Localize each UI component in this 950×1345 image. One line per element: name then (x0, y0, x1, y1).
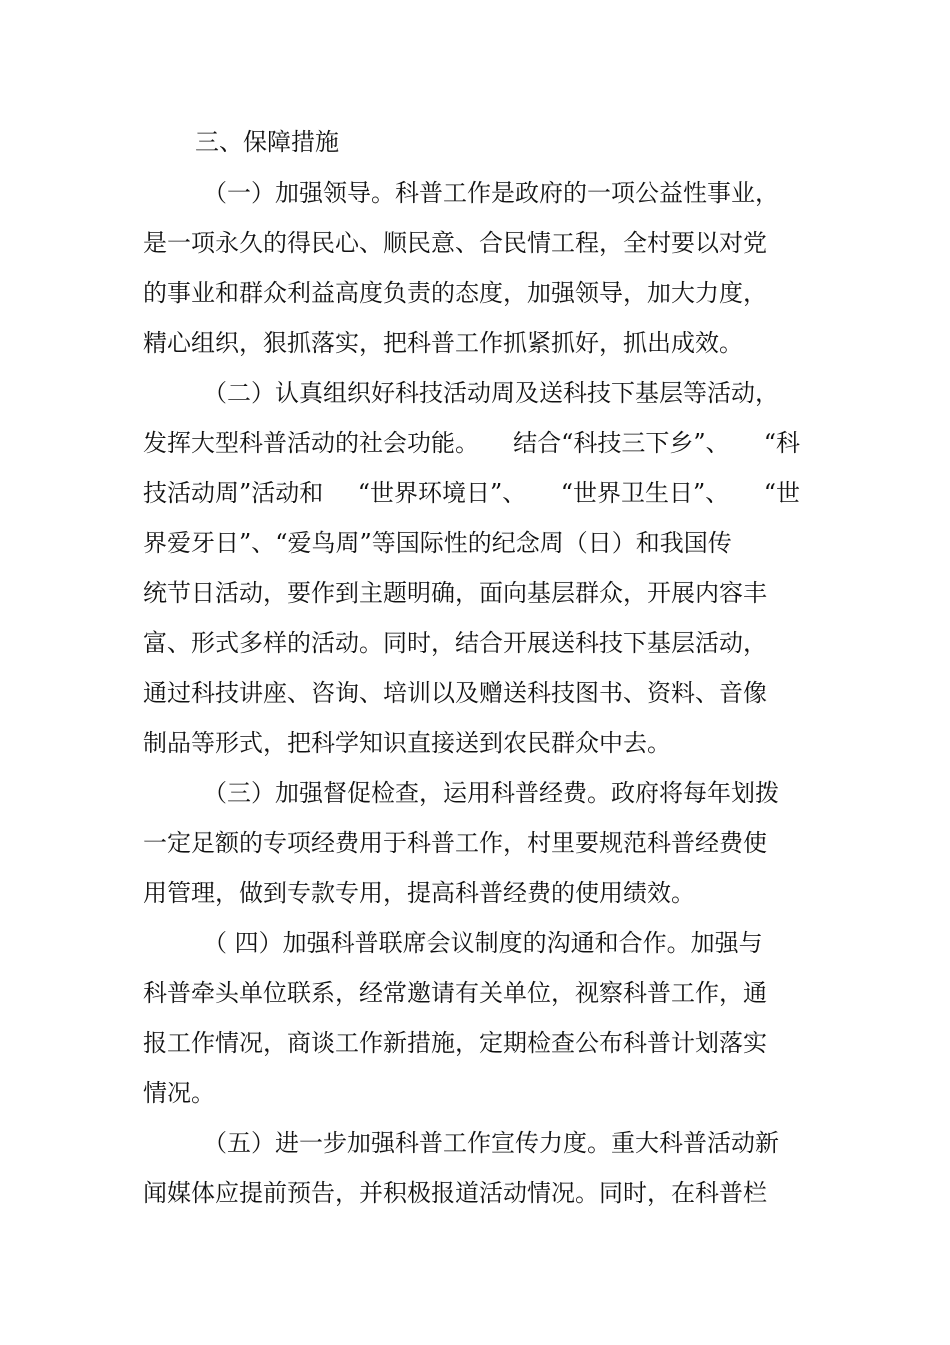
para2-line: 界爱牙日”、“爱鸟周”等国际性的纪念周（日）和我国传 (143, 529, 732, 557)
para1-line: 的事业和群众利益高度负责的态度，加强领导，加大力度， (143, 279, 767, 307)
section-heading: 三、保障措施 (195, 128, 339, 156)
para2-line3-part: 技活动周”活动和 (143, 479, 324, 507)
para5-line: （五）进一步加强科普工作宣传力度。重大科普活动新 (203, 1129, 779, 1157)
para2-line3-part: “世界卫生日”、 (560, 479, 730, 507)
para2-line-spread (143, 428, 800, 458)
para2-line: 通过科技讲座、咨询、培训以及赠送科技图书、资料、音像 (143, 679, 767, 707)
para5-line: 闻媒体应提前预告，并积极报道活动情况。同时，在科普栏 (143, 1179, 767, 1207)
para2-line2-part: “科 (763, 429, 800, 457)
para2-line3-part: “世 (763, 479, 800, 507)
para4-line: 报工作情况，商谈工作新措施，定期检查公布科普计划落实 (143, 1029, 767, 1057)
para1-line: （一）加强领导。科普工作是政府的一项公益性事业， (203, 179, 779, 207)
para1-line: 精心组织，狠抓落实，把科普工作抓紧抓好，抓出成效。 (143, 329, 743, 357)
para1-line: 是一项永久的得民心、顺民意、合民情工程，全村要以对党 (143, 229, 767, 257)
para3-line: （三）加强督促检查，运用科普经费。政府将每年划拨 (203, 779, 779, 807)
para2-line3-part: “世界环境日”、 (357, 479, 527, 507)
para4-line: 科普牵头单位联系，经常邀请有关单位，视察科普工作，通 (143, 979, 767, 1007)
para2-line: 富、形式多样的活动。同时，结合开展送科技下基层活动， (143, 629, 767, 657)
para2-line2-part: 发挥大型科普活动的社会功能。 (143, 429, 479, 457)
para2-line: 统节日活动，要作到主题明确，面向基层群众，开展内容丰 (143, 579, 767, 607)
para2-line: 制品等形式，把科学知识直接送到农民群众中去。 (143, 729, 671, 757)
para2-line: （二）认真组织好科技活动周及送科技下基层等活动， (203, 379, 779, 407)
para2-line2-part: 结合“科技三下乡”、 (513, 429, 730, 457)
para4-line: 情况。 (143, 1079, 215, 1107)
para4-line: （ 四）加强科普联席会议制度的沟通和合作。加强与 (203, 929, 763, 957)
para3-line: 用管理，做到专款专用，提高科普经费的使用绩效。 (143, 879, 695, 907)
para2-line-spread (143, 478, 800, 508)
para3-line: 一定足额的专项经费用于科普工作，村里要规范科普经费使 (143, 829, 767, 857)
